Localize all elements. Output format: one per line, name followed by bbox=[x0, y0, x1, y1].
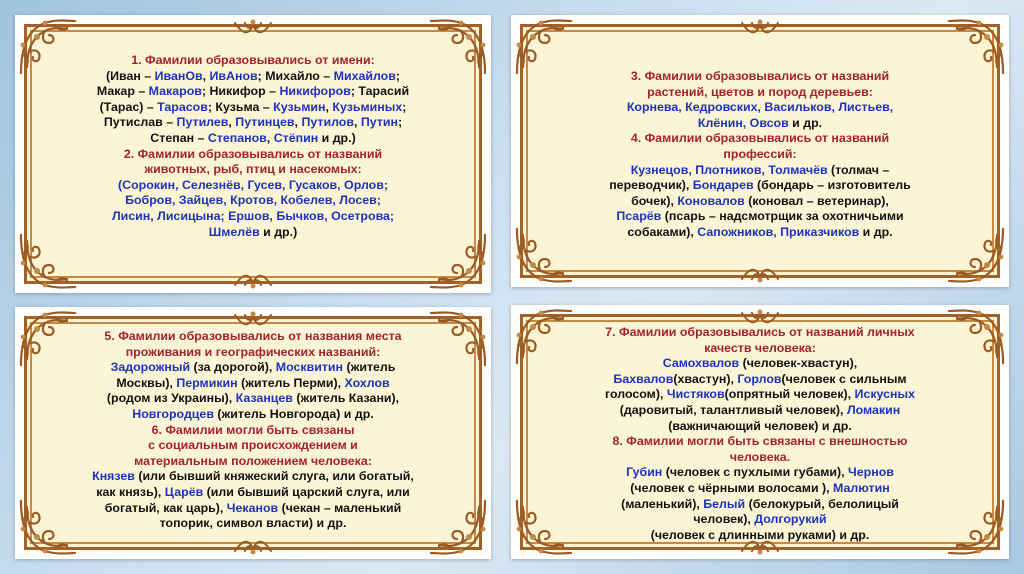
section-heading-text: 8. Фамилии могли быть связаны с внешностью bbox=[612, 434, 908, 449]
surname-text: Ломакин bbox=[846, 402, 901, 417]
section-heading-text: человека. bbox=[729, 449, 791, 464]
explanation-text: ; bbox=[397, 115, 403, 130]
surname-text: Искусных bbox=[854, 387, 915, 402]
section-heading-text: материальным положением человека: bbox=[134, 453, 372, 468]
explanation-text: (чекан – маленький bbox=[278, 500, 402, 515]
card-surnames-from-plants-professions bbox=[511, 15, 1009, 287]
surname-text: Путин bbox=[360, 115, 398, 130]
explanation-text: (важничающий человек) и др. bbox=[668, 418, 852, 433]
text-line bbox=[541, 450, 979, 466]
text-line bbox=[45, 193, 461, 209]
card-text bbox=[45, 329, 461, 532]
text-line bbox=[45, 438, 461, 454]
explanation-text: ; bbox=[402, 99, 407, 114]
section-heading-text: 7. Фамилии образовывались от названий личных bbox=[605, 325, 915, 339]
surname-text: Бондарев bbox=[692, 178, 754, 193]
surname-text: Путинцев bbox=[235, 115, 295, 130]
surname-text: Стёпин bbox=[273, 130, 319, 145]
text-line bbox=[45, 209, 461, 225]
explanation-text: Москвы), bbox=[116, 375, 177, 390]
explanation-text: , bbox=[266, 130, 274, 145]
section-heading-text: 3. Фамилии образовывались от названий bbox=[630, 69, 890, 83]
surname-text: Горлов bbox=[737, 371, 782, 386]
explanation-text: Макар – bbox=[96, 84, 149, 99]
explanation-text: ; Тарасий bbox=[350, 84, 410, 99]
surname-text: Малютин bbox=[833, 480, 890, 495]
text-line bbox=[45, 360, 461, 376]
text-line bbox=[45, 131, 461, 147]
text-line bbox=[45, 147, 461, 163]
explanation-text: (родом из Украины), bbox=[106, 391, 236, 406]
text-line bbox=[541, 341, 979, 357]
surname-text: Казанцев bbox=[235, 391, 293, 406]
text-line bbox=[541, 69, 979, 85]
explanation-text: голосом), bbox=[605, 387, 667, 402]
text-line bbox=[45, 501, 461, 517]
surname-text: Псарёв bbox=[616, 209, 662, 224]
explanation-text: (за дорогой), bbox=[190, 360, 276, 375]
surname-text: Хохлов bbox=[344, 375, 390, 390]
surname-text: Бахвалов bbox=[613, 371, 674, 386]
text-line bbox=[541, 85, 979, 101]
card-surnames-from-names bbox=[15, 15, 491, 293]
section-heading-text: 1. Фамилии образовывались от имени: bbox=[131, 53, 375, 67]
explanation-text: ; Кузьма – bbox=[207, 99, 274, 114]
explanation-text: (житель Новгорода) и др. bbox=[213, 406, 374, 421]
explanation-text: (белокурый, белолицый bbox=[745, 496, 899, 511]
explanation-text: (маленький), bbox=[621, 496, 704, 511]
text-line bbox=[45, 178, 461, 194]
surname-text: Михайлов bbox=[333, 68, 396, 83]
surname-text: Тарасов bbox=[157, 99, 208, 114]
explanation-text: , bbox=[202, 68, 210, 83]
explanation-text: (опрятный человек), bbox=[724, 387, 855, 402]
explanation-text: ; Никифор – bbox=[201, 84, 280, 99]
text-line bbox=[45, 469, 461, 485]
surname-text: Никифоров bbox=[279, 84, 351, 99]
text-line bbox=[541, 225, 979, 241]
surname-text: Новгородцев bbox=[132, 406, 214, 421]
explanation-text: , bbox=[228, 115, 236, 130]
text-line bbox=[541, 178, 979, 194]
explanation-text: (житель Перми), bbox=[237, 375, 345, 390]
explanation-text: Степан – bbox=[150, 130, 208, 145]
section-heading-text: растений, цветов и пород деревьев: bbox=[647, 84, 873, 99]
explanation-text: , bbox=[294, 115, 302, 130]
section-heading-text: качеств человека: bbox=[704, 340, 816, 355]
text-line bbox=[541, 512, 979, 528]
explanation-text: (Иван – bbox=[105, 68, 155, 83]
explanation-text: (человек-хвастун), bbox=[739, 356, 858, 371]
card-surnames-from-qualities-appearance bbox=[511, 305, 1009, 559]
text-line bbox=[541, 194, 979, 210]
text-line bbox=[541, 434, 979, 450]
text-line bbox=[541, 209, 979, 225]
explanation-text: , bbox=[353, 115, 361, 130]
explanation-text: (бондарь – изготовитель bbox=[753, 178, 911, 193]
text-line bbox=[541, 356, 979, 372]
text-line bbox=[45, 225, 461, 241]
section-heading-text: проживания и географических названий: bbox=[125, 344, 381, 359]
explanation-text: богатый, как царь), bbox=[104, 500, 227, 515]
surname-text: Путилев bbox=[176, 115, 229, 130]
explanation-text: как князь), bbox=[96, 484, 165, 499]
text-line bbox=[45, 84, 461, 100]
surname-text: (Сорокин, Селезнёв, Гусев, Гусаков, Орлов; bbox=[118, 177, 388, 192]
section-heading-text: 5. Фамилии образовывались от названия места bbox=[104, 329, 402, 343]
surname-text: ИванОв bbox=[154, 68, 203, 83]
surname-text: Кузьминых bbox=[332, 99, 403, 114]
surname-text: Степанов bbox=[207, 130, 267, 145]
explanation-text: (толмач – bbox=[827, 162, 890, 177]
explanation-text: и др.) bbox=[259, 224, 298, 239]
explanation-text: человек), bbox=[693, 512, 755, 527]
surname-text: Макаров bbox=[148, 84, 202, 99]
surname-text: Князев bbox=[92, 469, 135, 484]
text-line bbox=[45, 115, 461, 131]
text-line bbox=[45, 162, 461, 178]
section-heading-text: с социальным происхождением и bbox=[148, 438, 358, 453]
card-surnames-from-places-social bbox=[15, 307, 491, 559]
explanation-text: топорик, символ власти) и др. bbox=[159, 516, 347, 531]
explanation-text: бочек), bbox=[631, 193, 678, 208]
surname-text: Белый bbox=[703, 496, 746, 511]
surname-text: Сапожников, Приказчиков bbox=[697, 224, 860, 239]
text-line bbox=[541, 325, 979, 341]
card-text bbox=[45, 53, 461, 240]
text-line bbox=[45, 407, 461, 423]
explanation-text: (хвастун), bbox=[673, 371, 738, 386]
section-heading-text: профессий: bbox=[723, 146, 797, 161]
text-line bbox=[45, 376, 461, 392]
text-line bbox=[541, 163, 979, 179]
explanation-text: (или бывший княжеский слуга, или богатый, bbox=[134, 469, 414, 484]
text-line bbox=[541, 131, 979, 147]
text-line bbox=[45, 423, 461, 439]
text-line bbox=[45, 454, 461, 470]
text-line bbox=[541, 403, 979, 419]
surname-text: Лисин, Лисицына; Ершов, Бычков, Осетрова; bbox=[111, 208, 395, 223]
explanation-text: ; Михайло – bbox=[257, 68, 334, 83]
text-line bbox=[45, 100, 461, 116]
explanation-text: (Тарас) – bbox=[99, 99, 158, 114]
explanation-text: и др. bbox=[788, 115, 823, 130]
explanation-text: , bbox=[325, 99, 333, 114]
explanation-text: собаками), bbox=[627, 224, 698, 239]
text-line bbox=[541, 100, 979, 116]
explanation-text: и др. bbox=[859, 224, 893, 239]
text-line bbox=[541, 372, 979, 388]
explanation-text: переводчик), bbox=[609, 178, 693, 193]
surname-text: Шмелёв bbox=[208, 224, 260, 239]
explanation-text: (житель bbox=[343, 360, 396, 375]
text-line bbox=[45, 53, 461, 69]
section-heading-text: 6. Фамилии могли быть связаны bbox=[151, 422, 355, 437]
surname-text: Корнева, Кедровских, Васильков, Листьев, bbox=[626, 100, 894, 115]
explanation-text: (человек с чёрными волосами ), bbox=[630, 480, 834, 495]
text-line bbox=[541, 116, 979, 132]
section-heading-text: животных, рыб, птиц и насекомых: bbox=[144, 162, 362, 177]
surname-text: Кузьмин bbox=[273, 99, 326, 114]
explanation-text: (житель Казани), bbox=[292, 391, 400, 406]
surname-text: Чернов bbox=[848, 465, 894, 480]
section-heading-text: 2. Фамилии образовывались от названий bbox=[123, 146, 383, 161]
surname-text: Губин bbox=[626, 465, 663, 480]
card-text bbox=[541, 325, 979, 543]
explanation-text: ; bbox=[395, 68, 401, 83]
surname-text: ИвАнов bbox=[209, 68, 258, 83]
surname-text: Клёнин, Овсов bbox=[697, 115, 789, 130]
text-line bbox=[541, 528, 979, 544]
explanation-text: (человек с длинными руками) и др. bbox=[650, 527, 870, 542]
explanation-text: Путислав – bbox=[103, 115, 177, 130]
surname-text: Пермикин bbox=[176, 375, 238, 390]
surname-text: Москвитин bbox=[275, 360, 343, 375]
text-line bbox=[45, 345, 461, 361]
surname-text: Царёв bbox=[164, 484, 204, 499]
explanation-text: (псарь – надсмотрщик за охотничьими bbox=[661, 209, 904, 224]
text-line bbox=[45, 485, 461, 501]
text-line bbox=[541, 147, 979, 163]
text-line bbox=[45, 69, 461, 85]
explanation-text: (человек с пухлыми губами), bbox=[662, 465, 849, 480]
surname-text: Самохвалов bbox=[662, 356, 740, 371]
section-heading-text: 4. Фамилии образовывались от названий bbox=[630, 131, 890, 146]
surname-text: Бобров, Зайцев, Кротов, Кобелев, Лосев; bbox=[125, 193, 381, 208]
explanation-text: (коновал – ветеринар), bbox=[744, 193, 889, 208]
explanation-text: (человек с сильным bbox=[781, 371, 907, 386]
text-line bbox=[541, 465, 979, 481]
surname-text: Чистяков bbox=[666, 387, 725, 402]
explanation-text: и др.) bbox=[318, 130, 356, 145]
surname-text: Коновалов bbox=[677, 193, 745, 208]
surname-text: Чеканов bbox=[226, 500, 279, 515]
text-line bbox=[541, 481, 979, 497]
explanation-text: (даровитый, талантливый человек), bbox=[619, 402, 847, 417]
text-line bbox=[541, 497, 979, 513]
text-line bbox=[541, 419, 979, 435]
text-line bbox=[541, 387, 979, 403]
surname-text: Кузнецов, Плотников, Толмачёв bbox=[630, 162, 828, 177]
surname-text: Задорожный bbox=[110, 360, 191, 375]
explanation-text: (или бывший царский слуга, или bbox=[203, 484, 410, 499]
text-line bbox=[45, 329, 461, 345]
text-line bbox=[45, 391, 461, 407]
text-line bbox=[45, 516, 461, 532]
card-text bbox=[541, 69, 979, 241]
surname-text: Путилов bbox=[301, 115, 354, 130]
surname-text: Долгорукий bbox=[754, 512, 827, 527]
